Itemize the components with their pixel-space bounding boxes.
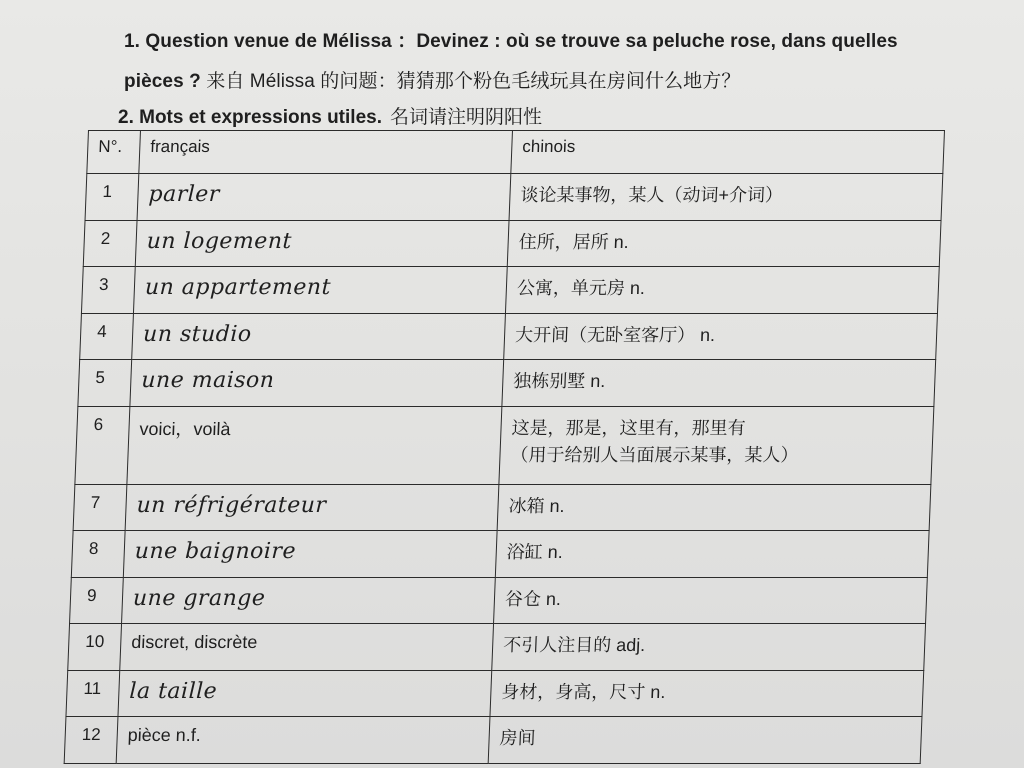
row-number: 4 (80, 313, 134, 360)
row-number: 1 (85, 174, 139, 221)
table-row (66, 670, 924, 717)
section-2-title: 2. Mots et expressions utiles. (118, 107, 382, 128)
question-1 (124, 22, 944, 102)
table-row (85, 174, 943, 221)
vocabulary-table-wrapper (64, 130, 944, 764)
french-term: une maison (130, 360, 504, 407)
table-row (78, 360, 936, 407)
chinese-translation (497, 484, 931, 531)
french-term: la taille (118, 670, 492, 717)
french-term: un studio (132, 313, 506, 360)
row-number: 9 (70, 577, 124, 624)
chinese-translation-line: 大开间（无卧室客厅） n. (514, 324, 716, 345)
table-row (70, 577, 928, 624)
french-term: pièce n.f. (116, 717, 490, 764)
chinese-translation (490, 670, 924, 717)
french-term: discret, discrète (120, 624, 494, 671)
row-number: 12 (64, 717, 118, 764)
table-row (73, 484, 931, 531)
row-number: 11 (66, 670, 120, 717)
vocabulary-table (64, 130, 945, 764)
chinese-translation-line: 冰箱 n. (508, 495, 565, 516)
chinese-translation (502, 360, 936, 407)
row-number: 3 (81, 267, 135, 314)
table-row (75, 406, 934, 484)
chinese-translation (507, 220, 941, 267)
chinese-translation-line: 住所，居所 n. (518, 231, 630, 252)
french-term: une baignoire (123, 531, 497, 578)
question-1-line-2 (124, 62, 944, 102)
chinese-translation-line: 不引人注目的 adj. (502, 635, 646, 656)
table-row (83, 220, 941, 267)
french-term: un réfrigérateur (125, 484, 499, 531)
section-2-title-chinese: 名词请注明阴阳性 (389, 107, 542, 128)
row-number: 5 (78, 360, 132, 407)
chinese-translation-line: 浴缸 n. (506, 542, 564, 563)
chinese-translation-line: 这是，那是，这里有，那里有 (511, 417, 746, 438)
table-row (64, 717, 922, 764)
question-1-line-2-bold: pièces ? (124, 71, 201, 92)
row-number: 8 (71, 531, 125, 578)
french-term: voici，voilà (127, 406, 502, 484)
french-term: un appartement (133, 267, 507, 314)
chinese-translation (492, 624, 926, 671)
table-row (68, 624, 926, 671)
row-number: 6 (75, 406, 130, 484)
section-2-heading (118, 106, 542, 130)
chinese-translation (494, 577, 928, 624)
table-row (71, 531, 929, 578)
header-number: N°. (87, 131, 141, 174)
row-number: 10 (68, 624, 122, 671)
chinese-translation-line: 谷仓 n. (504, 588, 562, 609)
header-chinese: chinois (511, 131, 945, 174)
table-header-row (87, 131, 945, 174)
question-1-line-2-chinese: 来自 Mélissa 的问题：猜猜那个粉色毛绒玩具在房间什么地方？ (200, 71, 741, 92)
chinese-translation-line: 公寓，单元房 n. (516, 278, 646, 299)
question-1-line-1: 1. Question venue de Mélissa ：Devinez : où se trouve sa peluche rose, dans quelles (124, 31, 898, 52)
table-row (80, 313, 938, 360)
chinese-translation (509, 174, 943, 221)
chinese-translation-note: （用于给别人当面展示某事，某人） (510, 444, 799, 465)
chinese-translation (504, 313, 938, 360)
chinese-translation-line: 房间 (499, 728, 537, 749)
chinese-translation (499, 406, 934, 484)
french-term: parler (137, 174, 511, 221)
chinese-translation (505, 267, 939, 314)
chinese-translation-line: 谈论某事物，某人（动词+介词） (520, 185, 784, 205)
header-french: français (139, 131, 513, 174)
chinese-translation (495, 531, 929, 578)
chinese-translation (488, 717, 922, 764)
row-number: 7 (73, 484, 127, 531)
table-row (81, 267, 939, 314)
chinese-translation-line: 独栋别墅 n. (512, 371, 606, 392)
french-term: un logement (135, 220, 509, 267)
french-term: une grange (122, 577, 496, 624)
chinese-translation-line: 身材，身高，尺寸 n. (501, 681, 666, 702)
row-number: 2 (83, 220, 137, 267)
